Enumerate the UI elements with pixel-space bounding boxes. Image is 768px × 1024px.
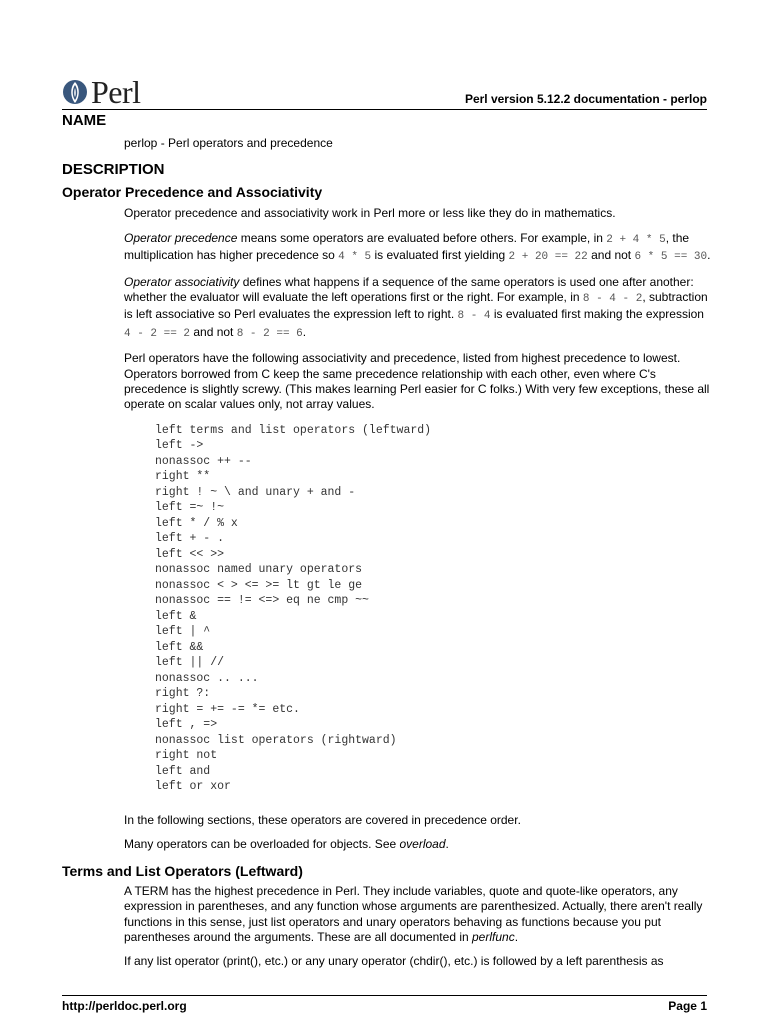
text-span: defines what happens if a sequence of the same operators is used one after another: whether the evaluator will evaluate the left operations first or the right. For example, in [124, 274, 694, 305]
page-number: Page 1 [668, 999, 707, 1013]
term-associativity: Operator associativity [124, 274, 240, 289]
paragraph-precedence [124, 231, 712, 266]
paragraph-terms [124, 884, 712, 946]
document-title: Perl version 5.12.2 documentation - perlop [464, 92, 707, 106]
text-span: . [514, 929, 519, 944]
text-span: Many operators can be overloaded for objects. See [124, 837, 400, 852]
paragraph-sections: In the following sections, these operators are covered in precedence order. [124, 812, 521, 827]
text-span: , subtraction is left associative so Perl evaluates the expression left to right. [124, 290, 708, 322]
code-span: 4 - 2 == 2 [124, 327, 191, 340]
heading-name: NAME [62, 112, 107, 129]
text-span: is evaluated first making the expression [490, 307, 704, 322]
text-span: . [302, 324, 307, 339]
text-span: . [707, 248, 711, 263]
subheading-terms: Terms and List Operators (Leftward) [62, 862, 303, 879]
text-span: . [445, 837, 449, 852]
code-span: 8 - 4 [457, 310, 491, 323]
text-span: is evaluated first yielding [371, 248, 509, 263]
onion-icon [62, 79, 88, 105]
footer-url[interactable]: http://perldoc.perl.org [62, 999, 187, 1013]
name-text: perlop - Perl operators and precedence [124, 136, 333, 150]
perl-logo [62, 76, 141, 108]
logo-text: Perl [91, 74, 141, 110]
code-span: 4 * 5 [338, 251, 372, 264]
text-span: means some operators are evaluated before others. For example, in [237, 230, 607, 245]
text-span: , the multiplication has higher precedence so [124, 230, 690, 263]
code-span: 2 + 20 == 22 [508, 251, 588, 264]
paragraph-list-operator: If any list operator (print(), etc.) or any unary operator (chdir(), etc.) is followed by a left parenthesis as [124, 954, 664, 969]
code-span: 2 + 4 * 5 [606, 233, 666, 246]
paragraph-operators-list-intro: Perl operators have the following associativity and precedence, listed from highest precedence to lowest. Operators borrowed from C keep the same precedence relationship with each other, even where C's precedence is slightly screwy. (This makes learning Perl easier for C folks.) With very few exceptions, these all operate on scalar values only, not array values. [124, 351, 710, 412]
perlfunc-link[interactable]: perlfunc [472, 929, 515, 944]
heading-description: DESCRIPTION [62, 161, 165, 179]
code-span: 8 - 4 - 2 [582, 293, 643, 306]
code-span: 8 - 2 == 6 [236, 327, 303, 340]
paragraph-intro: Operator precedence and associativity work in Perl more or less like they do in mathematics. [124, 206, 616, 221]
document-content [62, 111, 712, 970]
precedence-table: left terms and list operators (leftward) left -> nonassoc ++ -- right ** right ! ~ \ and unary + and - left =~ !~ left * / % x left + - . left << >> nonassoc named unary operators nonassoc < > <= >= lt gt le ge nonassoc == != <=> eq ne cmp ~~ left & left | ^ left && left || // nonassoc .. ... right ?: right = += -= *= etc. left , => nonassoc list operators (rightward) right not left and left or xor [155, 423, 432, 794]
overload-link[interactable]: overload [399, 837, 446, 852]
page-header [62, 76, 707, 110]
page-footer [62, 995, 707, 1013]
text-span: and not [190, 324, 237, 339]
text-span: and not [587, 248, 635, 263]
subheading-precedence: Operator Precedence and Associativity [62, 184, 323, 201]
code-span: 6 * 5 == 30 [634, 251, 708, 264]
paragraph-overload [124, 837, 712, 852]
term-precedence: Operator precedence [124, 230, 238, 245]
text-span: A TERM has the highest precedence in Perl. They include variables, quote and quote-like operators, any expression in parentheses, and any function whose arguments are parenthesized. Actually, there aren't really functions in this sense, just list operators and unary operators behaving as functions because you put parentheses around the arguments. These are all documented in [124, 883, 703, 944]
paragraph-associativity [124, 275, 712, 343]
